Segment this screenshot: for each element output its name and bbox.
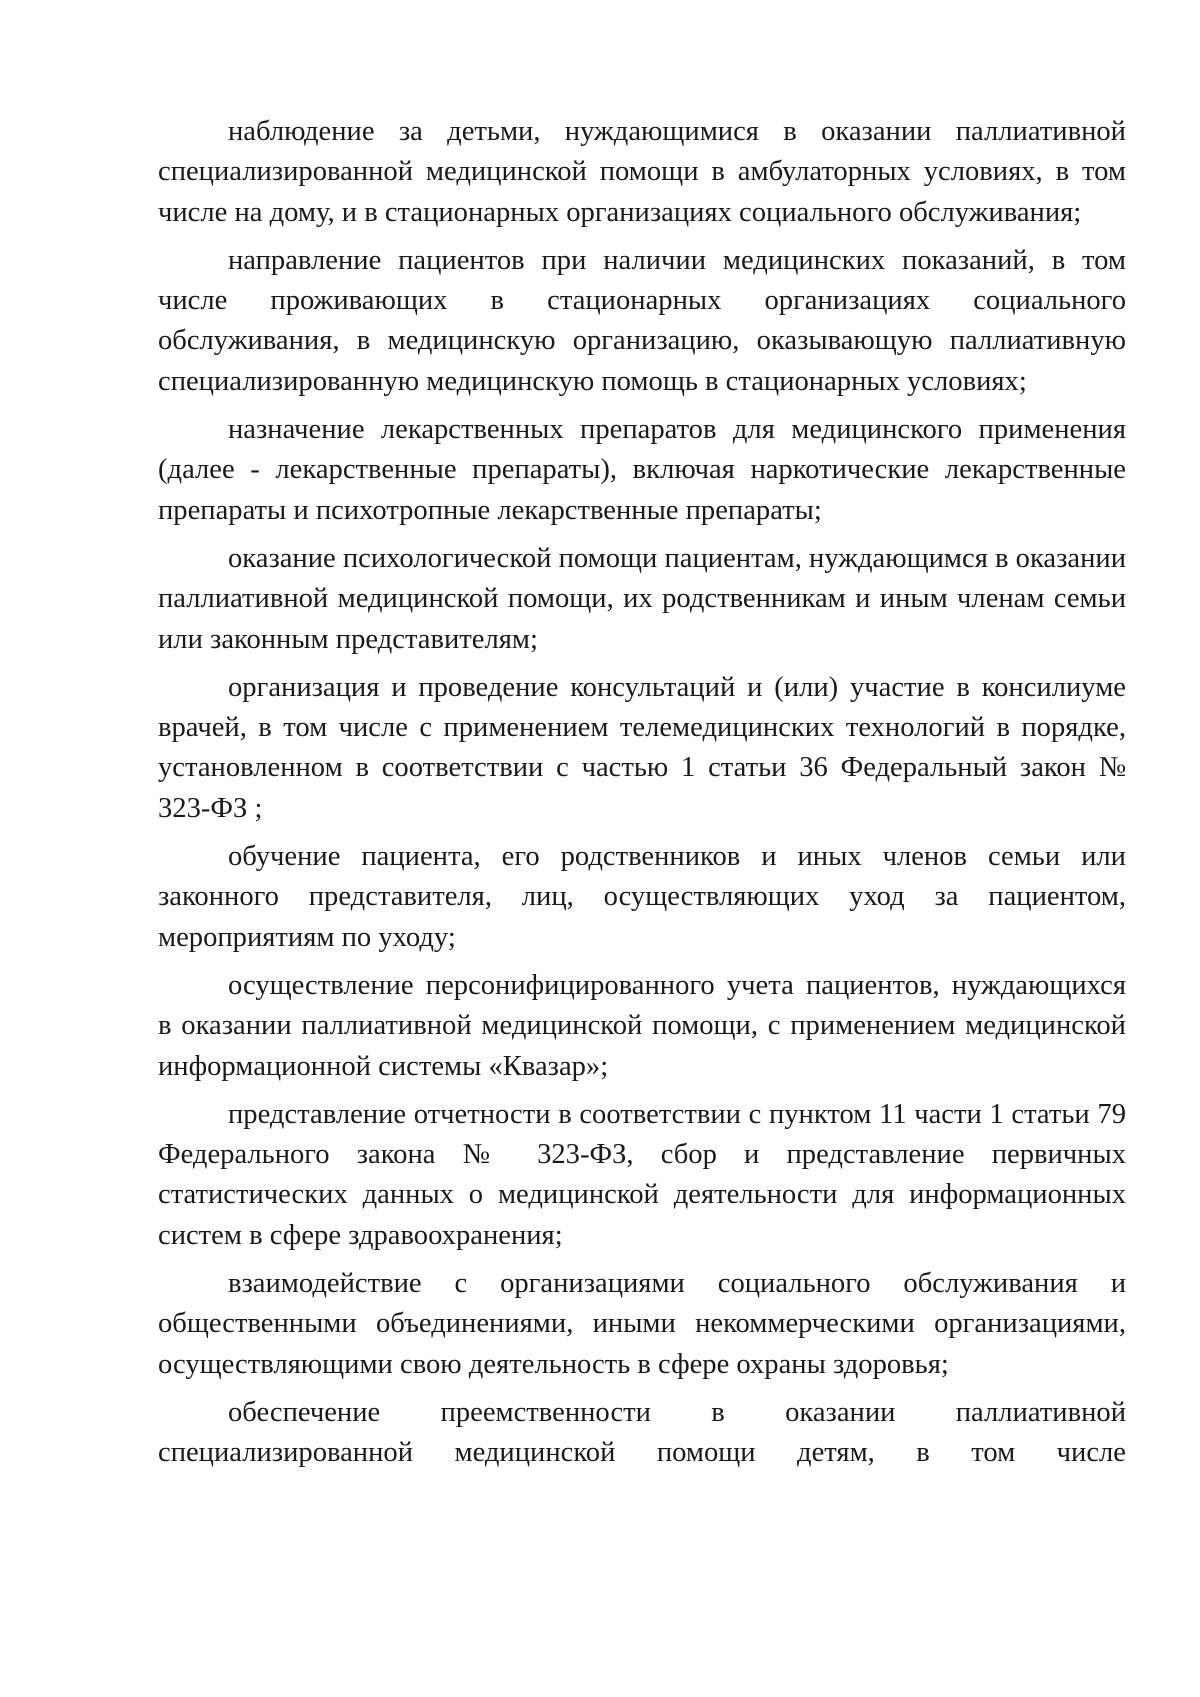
paragraph-care-training: обучение пациента, его родственников и иных членов семьи или законного представителя, лиц, осуществляющих уход за пациентом, мероприятиям по уходу;: [158, 841, 1126, 953]
paragraph-reporting: представление отчетности в соответствии с пунктом 11 части 1 статьи 79 Федерального закона № 323-ФЗ, сбор и представление первичных статистических данных о медицинской деятельности для информационных систем в сфере здравоохранения;: [158, 1098, 1126, 1251]
document-body: [158, 112, 1126, 1474]
paragraph-drug-prescription: назначение лекарственных препаратов для медицинского применения (далее - лекарственные препараты), включая наркотические лекарственные препараты и психотропные лекарственные препараты;: [158, 414, 1126, 526]
paragraph-interaction: взаимодействие с организациями социального обслуживания и общественными объединениями, иными некоммерческими организациями, осуществляющими свою деятельность в сфере охраны здоровья;: [158, 1268, 1126, 1380]
paragraph-child-observation: наблюдение за детьми, нуждающимися в оказании паллиативной специализированной медицинской помощи в амбулаторных условиях, в том числе на дому, и в стационарных организациях социального обслуживания;: [158, 116, 1126, 228]
paragraph-patient-referral: направление пациентов при наличии медицинских показаний, в том числе проживающих в стационарных организациях социального обслуживания, в медицинскую организацию, оказывающую паллиативную специализированную медицинскую помощь в стационарных условиях;: [158, 244, 1126, 397]
paragraph-consultations: организация и проведение консультаций и (или) участие в консилиуме врачей, в том числе с применением телемедицинских технологий в порядке, установленном в соответствии с частью 1 статьи 36 Федеральный закон № 323-ФЗ ;: [158, 671, 1126, 824]
paragraph-continuity: обеспечение преемственности в оказании паллиативной специализированной медицинской помощи детям, в том числе: [158, 1396, 1126, 1469]
paragraph-psychological-help: оказание психологической помощи пациентам, нуждающимся в оказании паллиативной медицинской помощи, их родственникам и иным членам семьи или законным представителям;: [158, 542, 1126, 655]
paragraph-patient-records: осуществление персонифицированного учета пациентов, нуждающихся в оказании паллиативной медицинской помощи, с применением медицинской информационной системы «Квазар»;: [158, 969, 1126, 1082]
